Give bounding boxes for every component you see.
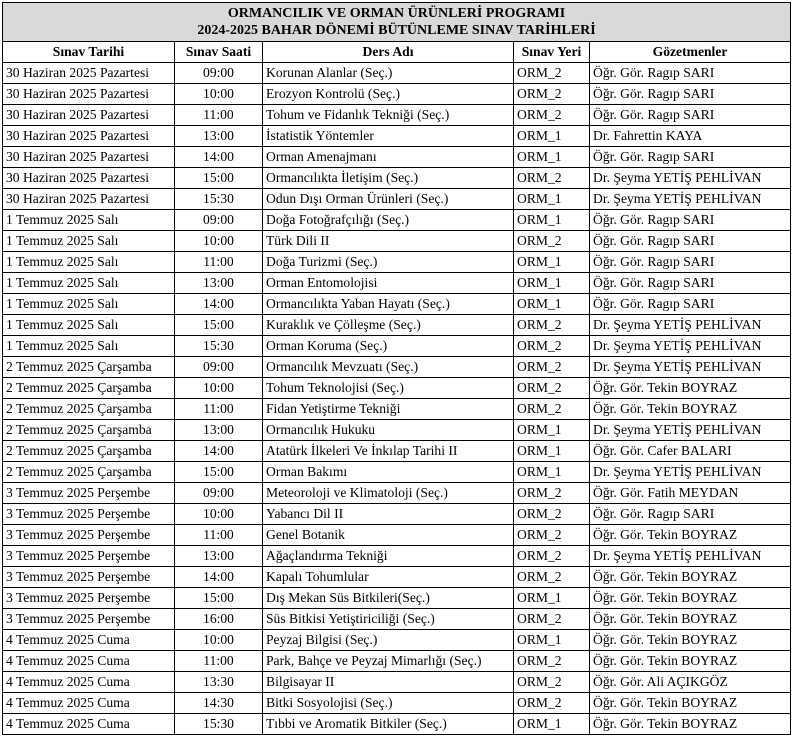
- table-row: [3, 504, 791, 525]
- cell-course: Fidan Yetiştirme Tekniği: [263, 399, 514, 420]
- table-row: [3, 147, 791, 168]
- cell-proctor: Dr. Şeyma YETİŞ PEHLİVAN: [590, 168, 791, 189]
- cell-time: 10:00: [175, 84, 263, 105]
- cell-room: ORM_1: [514, 210, 590, 231]
- cell-proctor: Öğr. Gör. Ragıp SARI: [590, 210, 791, 231]
- cell-time: 14:30: [175, 693, 263, 714]
- cell-room: ORM_2: [514, 315, 590, 336]
- cell-time: 11:00: [175, 525, 263, 546]
- cell-proctor: Öğr. Gör. Fatih MEYDAN: [590, 483, 791, 504]
- cell-date: 3 Temmuz 2025 Perşembe: [3, 588, 175, 609]
- cell-date: 2 Temmuz 2025 Çarşamba: [3, 378, 175, 399]
- cell-time: 13:00: [175, 546, 263, 567]
- cell-course: Tohum ve Fidanlık Tekniği (Seç.): [263, 105, 514, 126]
- cell-time: 09:00: [175, 483, 263, 504]
- cell-time: 15:00: [175, 462, 263, 483]
- table-row: [3, 294, 791, 315]
- cell-date: 30 Haziran 2025 Pazartesi: [3, 105, 175, 126]
- cell-room: ORM_2: [514, 378, 590, 399]
- table-body: [3, 63, 791, 735]
- table-row: [3, 357, 791, 378]
- table-row: [3, 336, 791, 357]
- cell-room: ORM_1: [514, 147, 590, 168]
- cell-room: ORM_2: [514, 483, 590, 504]
- cell-course: Tohum Teknolojisi (Seç.): [263, 378, 514, 399]
- cell-course: Korunan Alanlar (Seç.): [263, 63, 514, 84]
- cell-course: Dış Mekan Süs Bitkileri(Seç.): [263, 588, 514, 609]
- cell-proctor: Öğr. Gör. Ragıp SARI: [590, 294, 791, 315]
- cell-proctor: Öğr. Gör. Ragıp SARI: [590, 84, 791, 105]
- table-row: [3, 525, 791, 546]
- cell-date: 3 Temmuz 2025 Perşembe: [3, 525, 175, 546]
- cell-date: 1 Temmuz 2025 Salı: [3, 336, 175, 357]
- cell-course: Orman Koruma (Seç.): [263, 336, 514, 357]
- cell-proctor: Dr. Şeyma YETİŞ PEHLİVAN: [590, 336, 791, 357]
- cell-room: ORM_2: [514, 525, 590, 546]
- cell-date: 30 Haziran 2025 Pazartesi: [3, 63, 175, 84]
- cell-time: 16:00: [175, 609, 263, 630]
- cell-date: 3 Temmuz 2025 Perşembe: [3, 504, 175, 525]
- cell-date: 2 Temmuz 2025 Çarşamba: [3, 399, 175, 420]
- cell-room: ORM_2: [514, 168, 590, 189]
- cell-date: 30 Haziran 2025 Pazartesi: [3, 84, 175, 105]
- table-row: [3, 84, 791, 105]
- cell-proctor: Öğr. Gör. Tekin BOYRAZ: [590, 399, 791, 420]
- cell-proctor: Öğr. Gör. Tekin BOYRAZ: [590, 609, 791, 630]
- table-row: [3, 126, 791, 147]
- table-row: [3, 588, 791, 609]
- cell-proctor: Dr. Şeyma YETİŞ PEHLİVAN: [590, 357, 791, 378]
- cell-date: 2 Temmuz 2025 Çarşamba: [3, 462, 175, 483]
- table-row: [3, 420, 791, 441]
- header-row: [3, 42, 791, 63]
- cell-time: 09:00: [175, 357, 263, 378]
- cell-date: 2 Temmuz 2025 Çarşamba: [3, 420, 175, 441]
- cell-course: Peyzaj Bilgisi (Seç.): [263, 630, 514, 651]
- cell-proctor: Öğr. Gör. Ragıp SARI: [590, 504, 791, 525]
- cell-course: Ormancılık Hukuku: [263, 420, 514, 441]
- cell-room: ORM_1: [514, 630, 590, 651]
- cell-room: ORM_1: [514, 420, 590, 441]
- cell-time: 15:00: [175, 168, 263, 189]
- cell-course: Ormancılık Mevzuatı (Seç.): [263, 357, 514, 378]
- cell-time: 10:00: [175, 378, 263, 399]
- table-row: [3, 483, 791, 504]
- table-row: [3, 546, 791, 567]
- cell-room: ORM_1: [514, 294, 590, 315]
- title-row: [3, 3, 791, 42]
- cell-room: ORM_2: [514, 651, 590, 672]
- cell-proctor: Öğr. Gör. Tekin BOYRAZ: [590, 630, 791, 651]
- cell-course: İstatistik Yöntemler: [263, 126, 514, 147]
- cell-time: 13:00: [175, 126, 263, 147]
- cell-date: 30 Haziran 2025 Pazartesi: [3, 189, 175, 210]
- cell-course: Ormancılıkta Yaban Hayatı (Seç.): [263, 294, 514, 315]
- cell-time: 14:00: [175, 441, 263, 462]
- cell-proctor: Öğr. Gör. Ragıp SARI: [590, 273, 791, 294]
- cell-course: Kuraklık ve Çölleşme (Seç.): [263, 315, 514, 336]
- cell-room: ORM_2: [514, 231, 590, 252]
- cell-date: 30 Haziran 2025 Pazartesi: [3, 147, 175, 168]
- cell-time: 11:00: [175, 252, 263, 273]
- cell-time: 15:00: [175, 588, 263, 609]
- cell-time: 09:00: [175, 210, 263, 231]
- cell-room: ORM_1: [514, 588, 590, 609]
- cell-date: 1 Temmuz 2025 Salı: [3, 294, 175, 315]
- cell-course: Kapalı Tohumlular: [263, 567, 514, 588]
- table-row: [3, 462, 791, 483]
- cell-course: Erozyon Kontrolü (Seç.): [263, 84, 514, 105]
- cell-proctor: Dr. Şeyma YETİŞ PEHLİVAN: [590, 420, 791, 441]
- table-row: [3, 672, 791, 693]
- cell-room: ORM_1: [514, 273, 590, 294]
- cell-room: ORM_1: [514, 189, 590, 210]
- header-time: Sınav Saati: [175, 42, 263, 63]
- cell-course: Türk Dili II: [263, 231, 514, 252]
- cell-proctor: Öğr. Gör. Ragıp SARI: [590, 105, 791, 126]
- cell-proctor: Öğr. Gör. Tekin BOYRAZ: [590, 378, 791, 399]
- cell-room: ORM_1: [514, 441, 590, 462]
- exam-schedule-table: [2, 2, 791, 735]
- cell-date: 2 Temmuz 2025 Çarşamba: [3, 441, 175, 462]
- cell-date: 1 Temmuz 2025 Salı: [3, 231, 175, 252]
- cell-room: ORM_2: [514, 504, 590, 525]
- cell-proctor: Öğr. Gör. Tekin BOYRAZ: [590, 693, 791, 714]
- cell-time: 10:00: [175, 630, 263, 651]
- cell-course: Atatürk İlkeleri Ve İnkılap Tarihi II: [263, 441, 514, 462]
- cell-course: Bilgisayar II: [263, 672, 514, 693]
- cell-time: 13:30: [175, 672, 263, 693]
- header-course: Ders Adı: [263, 42, 514, 63]
- cell-room: ORM_2: [514, 105, 590, 126]
- table-row: [3, 63, 791, 84]
- cell-time: 13:00: [175, 273, 263, 294]
- cell-proctor: Dr. Şeyma YETİŞ PEHLİVAN: [590, 189, 791, 210]
- cell-room: ORM_2: [514, 693, 590, 714]
- cell-room: ORM_2: [514, 672, 590, 693]
- cell-room: ORM_1: [514, 126, 590, 147]
- cell-date: 1 Temmuz 2025 Salı: [3, 210, 175, 231]
- cell-course: Ormancılıkta İletişim (Seç.): [263, 168, 514, 189]
- cell-time: 14:00: [175, 147, 263, 168]
- cell-time: 15:30: [175, 714, 263, 735]
- cell-room: ORM_2: [514, 546, 590, 567]
- cell-course: Orman Amenajmanı: [263, 147, 514, 168]
- title-line-1: ORMANCILIK VE ORMAN ÜRÜNLERİ PROGRAMI: [227, 6, 566, 21]
- table-row: [3, 714, 791, 735]
- cell-room: ORM_2: [514, 567, 590, 588]
- cell-room: ORM_1: [514, 462, 590, 483]
- cell-date: 3 Temmuz 2025 Perşembe: [3, 546, 175, 567]
- cell-course: Tıbbi ve Aromatik Bitkiler (Seç.): [263, 714, 514, 735]
- cell-time: 10:00: [175, 504, 263, 525]
- cell-proctor: Öğr. Gör. Ragıp SARI: [590, 252, 791, 273]
- cell-time: 15:30: [175, 336, 263, 357]
- cell-proctor: Öğr. Gör. Tekin BOYRAZ: [590, 651, 791, 672]
- cell-date: 1 Temmuz 2025 Salı: [3, 252, 175, 273]
- cell-time: 11:00: [175, 105, 263, 126]
- cell-course: Meteoroloji ve Klimatoloji (Seç.): [263, 483, 514, 504]
- table-row: [3, 189, 791, 210]
- cell-time: 10:00: [175, 231, 263, 252]
- cell-room: ORM_1: [514, 714, 590, 735]
- cell-course: Odun Dışı Orman Ürünleri (Seç.): [263, 189, 514, 210]
- cell-proctor: Öğr. Gör. Tekin BOYRAZ: [590, 588, 791, 609]
- cell-proctor: Öğr. Gör. Tekin BOYRAZ: [590, 567, 791, 588]
- cell-date: 4 Temmuz 2025 Cuma: [3, 651, 175, 672]
- cell-course: Yabancı Dil II: [263, 504, 514, 525]
- cell-room: ORM_2: [514, 84, 590, 105]
- cell-room: ORM_2: [514, 357, 590, 378]
- table-row: [3, 651, 791, 672]
- cell-proctor: Dr. Şeyma YETİŞ PEHLİVAN: [590, 546, 791, 567]
- cell-proctor: Dr. Şeyma YETİŞ PEHLİVAN: [590, 315, 791, 336]
- cell-time: 11:00: [175, 399, 263, 420]
- cell-proctor: Dr. Fahrettin KAYA: [590, 126, 791, 147]
- cell-course: Doğa Turizmi (Seç.): [263, 252, 514, 273]
- table-row: [3, 630, 791, 651]
- cell-proctor: Öğr. Gör. Ragıp SARI: [590, 147, 791, 168]
- cell-time: 11:00: [175, 651, 263, 672]
- cell-proctor: Öğr. Gör. Tekin BOYRAZ: [590, 714, 791, 735]
- cell-course: Ağaçlandırma Tekniği: [263, 546, 514, 567]
- cell-room: ORM_2: [514, 63, 590, 84]
- cell-date: 3 Temmuz 2025 Perşembe: [3, 483, 175, 504]
- cell-date: 1 Temmuz 2025 Salı: [3, 273, 175, 294]
- table-row: [3, 210, 791, 231]
- cell-proctor: Öğr. Gör. Tekin BOYRAZ: [590, 525, 791, 546]
- cell-room: ORM_2: [514, 609, 590, 630]
- cell-proctor: Öğr. Gör. Cafer BALARI: [590, 441, 791, 462]
- cell-course: Park, Bahçe ve Peyzaj Mimarlığı (Seç.): [263, 651, 514, 672]
- cell-date: 2 Temmuz 2025 Çarşamba: [3, 357, 175, 378]
- table-row: [3, 273, 791, 294]
- cell-date: 3 Temmuz 2025 Perşembe: [3, 567, 175, 588]
- cell-course: Orman Entomolojisi: [263, 273, 514, 294]
- table-row: [3, 231, 791, 252]
- cell-proctor: Öğr. Gör. Ragıp SARI: [590, 63, 791, 84]
- cell-course: Süs Bitkisi Yetiştiriciliği (Seç.): [263, 609, 514, 630]
- cell-course: Orman Bakımı: [263, 462, 514, 483]
- table-row: [3, 105, 791, 126]
- header-room: Sınav Yeri: [514, 42, 590, 63]
- table-row: [3, 252, 791, 273]
- header-date: Sınav Tarihi: [3, 42, 175, 63]
- cell-date: 4 Temmuz 2025 Cuma: [3, 693, 175, 714]
- cell-time: 14:00: [175, 567, 263, 588]
- table-row: [3, 378, 791, 399]
- cell-date: 4 Temmuz 2025 Cuma: [3, 714, 175, 735]
- cell-time: 15:00: [175, 315, 263, 336]
- cell-date: 30 Haziran 2025 Pazartesi: [3, 126, 175, 147]
- cell-room: ORM_2: [514, 336, 590, 357]
- cell-time: 14:00: [175, 294, 263, 315]
- cell-date: 4 Temmuz 2025 Cuma: [3, 672, 175, 693]
- cell-time: 13:00: [175, 420, 263, 441]
- cell-date: 4 Temmuz 2025 Cuma: [3, 630, 175, 651]
- cell-date: 3 Temmuz 2025 Perşembe: [3, 609, 175, 630]
- cell-course: Doğa Fotoğrafçılığı (Seç.): [263, 210, 514, 231]
- cell-course: Bitki Sosyolojisi (Seç.): [263, 693, 514, 714]
- header-proctors: Gözetmenler: [590, 42, 791, 63]
- cell-time: 15:30: [175, 189, 263, 210]
- cell-proctor: Öğr. Gör. Ragıp SARI: [590, 231, 791, 252]
- table-title: [3, 3, 791, 42]
- cell-date: 30 Haziran 2025 Pazartesi: [3, 168, 175, 189]
- cell-date: 1 Temmuz 2025 Salı: [3, 315, 175, 336]
- table-row: [3, 168, 791, 189]
- cell-course: Genel Botanik: [263, 525, 514, 546]
- table-row: [3, 693, 791, 714]
- table-row: [3, 567, 791, 588]
- cell-proctor: Dr. Şeyma YETİŞ PEHLİVAN: [590, 462, 791, 483]
- title-line-2: 2024-2025 BAHAR DÖNEMİ BÜTÜNLEME SINAV TARİHLERİ: [197, 23, 596, 38]
- cell-proctor: Öğr. Gör. Ali AÇIKGÖZ: [590, 672, 791, 693]
- cell-time: 09:00: [175, 63, 263, 84]
- table-row: [3, 609, 791, 630]
- table-row: [3, 399, 791, 420]
- cell-room: ORM_1: [514, 252, 590, 273]
- cell-room: ORM_2: [514, 399, 590, 420]
- table-row: [3, 315, 791, 336]
- table-row: [3, 441, 791, 462]
